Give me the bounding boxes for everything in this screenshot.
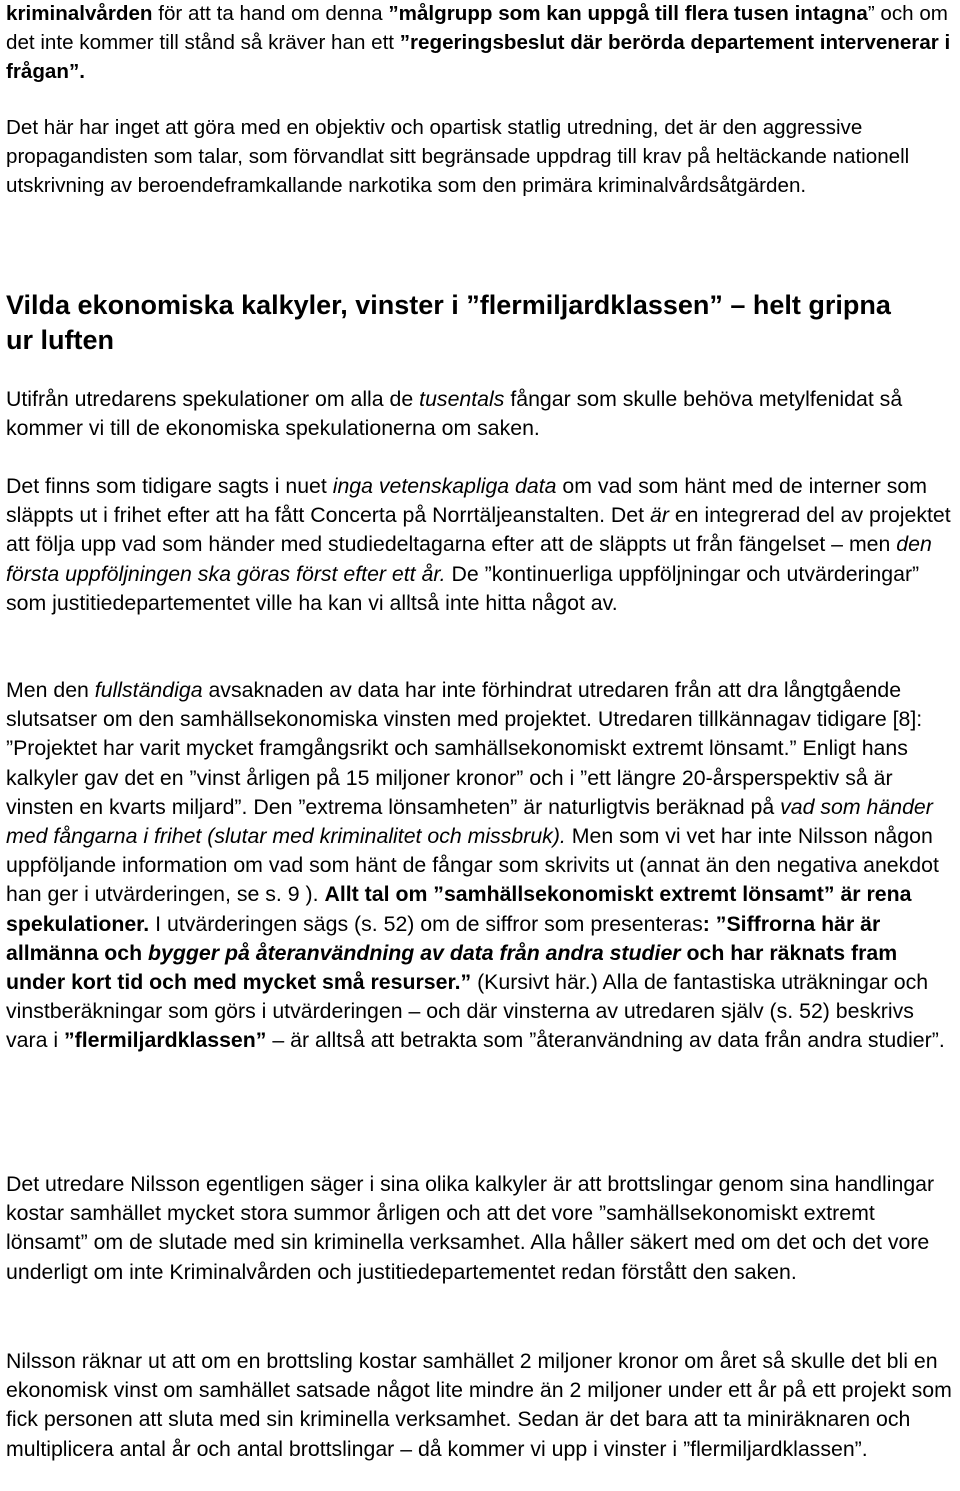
p3-italic: tusentals bbox=[419, 387, 505, 411]
p5-bold-10: och har räknats fram under kort tid och med mycket små resurser.” bbox=[6, 940, 898, 995]
p4-text-3: om vad som hänt med de interner som släppts ut i frihet efter att ha fått Concerta på Norrtäljeanstalten. Det bbox=[6, 474, 928, 528]
p5-text-5: Men som vi vet har inte Nilsson någon uppföljande information om vad som hänt de fångar som skrivits ut (annat än den negativa anekdot han ger i utvärderingen, se s. 9 ). bbox=[6, 824, 939, 907]
p4-italic-4: är bbox=[649, 503, 669, 528]
p5-bold-6: Allt tal om ”samhällsekonomiskt extremt lönsamt” är rena spekulationer. bbox=[6, 882, 912, 936]
intro-bold-5: ”regeringsbeslut där berörda departement intervenerar i frågan”. bbox=[6, 31, 951, 83]
paragraph-3 bbox=[6, 385, 956, 443]
p5-italic-2: fullständiga bbox=[94, 678, 203, 702]
p5-italic-4: vad som händer med fångarna i frihet (slutar med kriminalitet och missbruk). bbox=[6, 794, 933, 849]
p3-text-1: Utifrån utredarens spekulationer om alla de bbox=[6, 387, 420, 411]
p4-text-5: en integrerad del av projektet att följa upp vad som händer med studiedeltagarna efter att de släppts ut från fängelset – men bbox=[6, 503, 951, 557]
p3-text-3: fångar som skulle behöva metylfenidat så kommer vi till de ekonomiska spekulationerna om saken. bbox=[6, 387, 903, 441]
paragraph-7: Nilsson räknar ut att om en brottsling kostar samhället 2 miljoner kronor om året så skulle det bli en ekonomisk vinst om samhället satsade något lite mindre än 2 miljoner under ett år på ett projekt som fick personen att sluta med sin kriminella verksamhet. Sedan är det bara att ta miniräknaren och multiplicera antal år och antal brottslingar – då kommer vi upp i vinster i ”flermiljardklassen”. bbox=[6, 1349, 952, 1461]
p5-text-1: Men den bbox=[6, 678, 95, 702]
p4-text-1: Det finns som tidigare sagts i nuet bbox=[6, 474, 333, 498]
p5-text-3: avsaknaden av data har inte förhindrat utredaren från att dra långtgående slutsatser om den samhällsekonomiska vinsten med projektet. Utredaren tillkännagav tidigare [8]: ”Projektet har varit mycket framgångsrikt och samhällsekonomiskt extremt lönsamt.” Enligt hans kalkyler gav det en ”vinst årligen på 15 miljoner kronor” och i ”ett längre 20-årsperspektiv så är vinsten en kvarts miljard”. Den ”extrema lönsamheten” är naturligtvis beräknad på bbox=[6, 678, 923, 819]
p5-bold-italic-9: bygger på återanvändning av data från andra studier bbox=[148, 940, 681, 965]
p5-text-11: (Kursivt här.) Alla de fantastiska uträkningar och vinstberäkningar som görs i utvärderingen – och där vinsterna av utredaren själv (s. 52) beskrivs vara i bbox=[6, 970, 929, 1053]
intro-paragraph bbox=[6, 0, 956, 86]
p5-text-13: – är alltså att betrakta som ”återanvändning av data från andra studier”. bbox=[266, 1028, 945, 1053]
p4-italic-6: den första uppföljningen ska göras först efter ett år. bbox=[6, 532, 932, 586]
p4-italic-2: inga vetenskapliga data bbox=[332, 474, 557, 498]
p5-bold-8: : ”Siffrorna här är allmänna och bbox=[6, 911, 881, 965]
paragraph-5 bbox=[6, 676, 956, 1056]
section-heading: Vilda ekonomiska kalkyler, vinster i ”flermiljardklassen” – helt gripna ur luften bbox=[6, 290, 891, 355]
p5-bold-12: ”flermiljardklassen” bbox=[64, 1028, 267, 1053]
p4-text-7: De ”kontinuerliga uppföljningar och utvärderingar” som justitiedepartementet ville ha kan vi alltså inte hitta något av. bbox=[6, 561, 920, 615]
intro-paragraph-2: Det här har inget att göra med en objektiv och opartisk statlig utredning, det är den aggressive propagandisten som talar, som förvandlat sitt begränsade uppdrag till krav på heltäckande nationell utskrivning av beroendeframkallande narkotika som den primära kriminalvårdsåtgärden. bbox=[6, 116, 910, 197]
p5-text-7: I utvärderingen sägs (s. 52) om de siffror som presenteras bbox=[149, 911, 703, 936]
intro-text-2: för att ta hand om denna bbox=[152, 2, 389, 25]
intro-text-4: ” och om det inte kommer till stånd så kräver han ett bbox=[6, 2, 948, 54]
paragraph-4 bbox=[6, 472, 956, 618]
intro-bold-3: ”målgrupp som kan uppgå till flera tusen intagna bbox=[388, 2, 868, 25]
paragraph-6: Det utredare Nilsson egentligen säger i sina olika kalkyler är att brottslingar genom sina handlingar kostar samhället mycket stora summor årligen och att det vore ”samhällsekonomiskt extremt lönsamt” om de slutade med sin kriminella verksamhet. Alla håller säkert med om det och det vore underligt om inte Kriminalvården och justitiedepartementet redan förstått den saken. bbox=[6, 1172, 935, 1284]
intro-bold-1: kriminalvården bbox=[6, 2, 153, 25]
